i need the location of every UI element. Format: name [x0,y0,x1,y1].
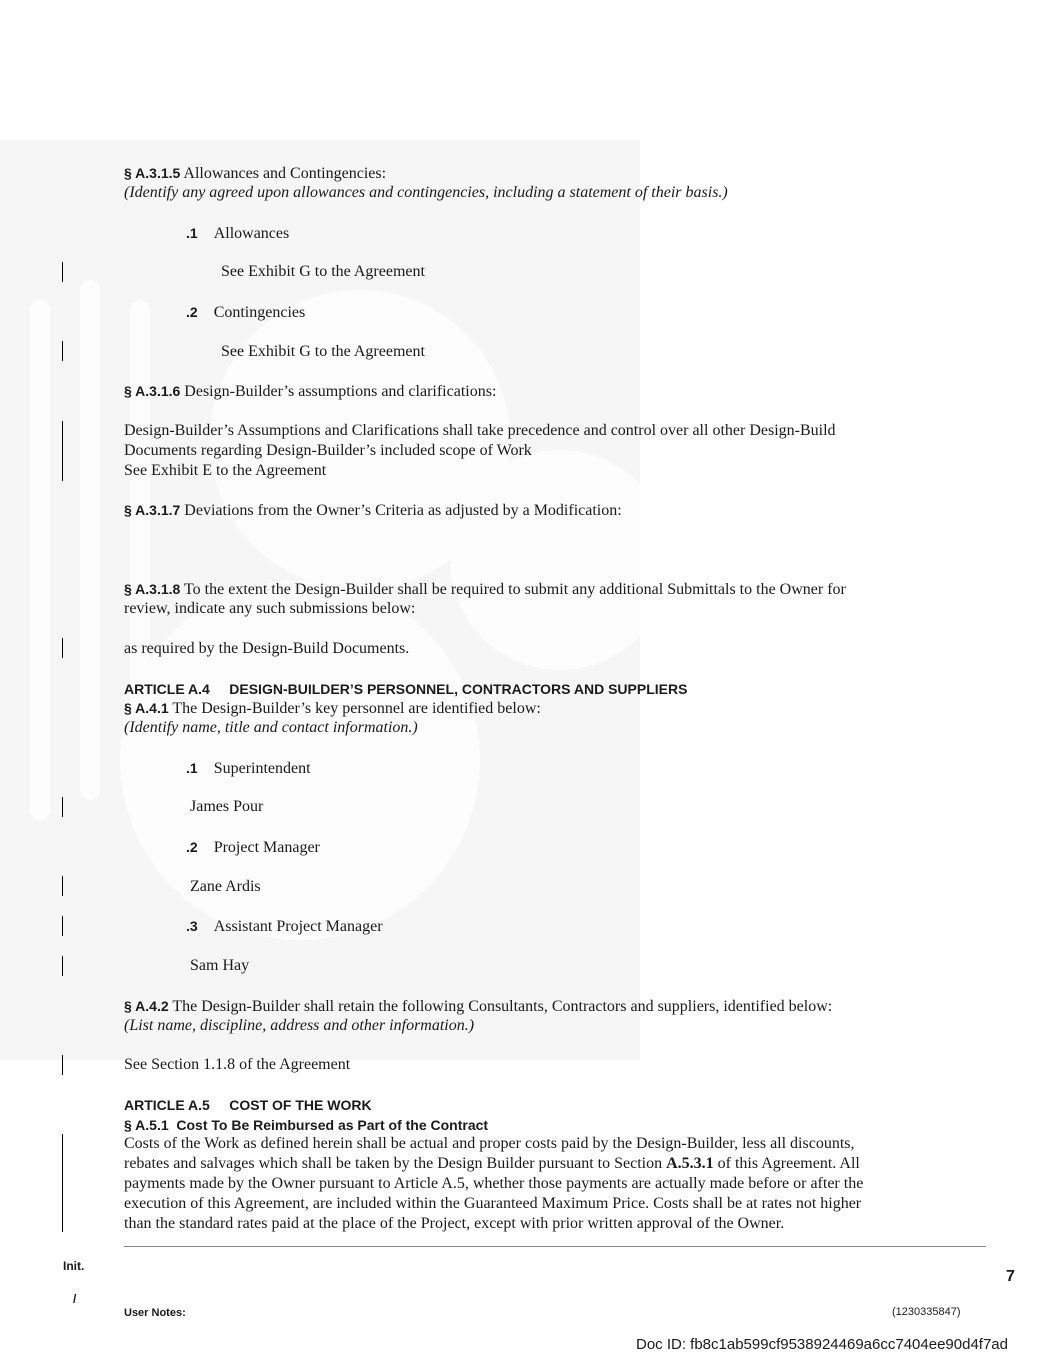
para-text: rebates and salvages which shall be taken by the Design Builder pursuant to Section [124,1155,667,1172]
change-bar [62,638,63,658]
item-number: .3 [186,918,198,934]
section-text: The Design-Builder shall retain the following Consultants, Contractors and suppliers, identified below: [168,998,833,1015]
item-number: .1 [186,225,198,241]
personnel-role: Superintendent [213,760,311,777]
personnel-name: Sam Hay [190,957,250,974]
section-number: § A.3.1.6 [124,383,181,399]
change-bar [62,956,63,976]
section-a51-para: execution of this Agreement, are included within the Guaranteed Maximum Price. Costs shall be at rates not higher [124,1195,862,1212]
item-number: .2 [186,304,198,320]
allowances-value: See Exhibit G to the Agreement [221,263,425,280]
section-a318-title [124,579,846,600]
section-a42-note: (List name, discipline, address and other information.) [124,1017,475,1034]
change-bar [62,797,63,817]
user-notes-label: User Notes: [124,1307,186,1319]
doc-id: Doc ID: fb8c1ab599cf9538924469a6cc7404ee90d4f7ad [636,1336,1008,1353]
section-a42-value: See Section 1.1.8 of the Agreement [124,1056,351,1073]
item-number: .1 [186,760,198,776]
contingencies-item [186,302,305,323]
change-bar [62,876,63,896]
personnel-item [186,758,311,779]
item-label: Contingencies [213,304,306,321]
section-a51-para: Costs of the Work as defined herein shall be actual and proper costs paid by the Design-Builder, less all discounts, [124,1135,855,1152]
section-text: The Design-Builder’s key personnel are identified below: [168,700,541,717]
section-number: § A.3.1.8 [124,581,181,597]
section-a41-note: (Identify name, title and contact information.) [124,719,418,736]
footer-divider [124,1246,986,1247]
item-label: Allowances [213,225,290,242]
section-a51-para [124,1154,860,1174]
change-bar [62,421,63,481]
section-a316-title [124,381,496,402]
section-a316-para: See Exhibit E to the Agreement [124,462,327,479]
article-a4-heading: ARTICLE A.4 DESIGN-BUILDER’S PERSONNEL, CONTRACTORS AND SUPPLIERS [124,681,688,697]
section-a318-title-cont: review, indicate any such submissions below: [124,600,416,617]
section-a51-heading: § A.5.1 Cost To Be Reimbursed as Part of the Contract [124,1117,489,1133]
personnel-name: James Pour [190,798,264,815]
personnel-role: Assistant Project Manager [213,918,383,935]
section-a318-value: as required by the Design-Build Documents. [124,640,410,657]
section-number: § A.3.1.5 [124,165,181,181]
initials-label: Init. [63,1259,85,1273]
contingencies-value: See Exhibit G to the Agreement [221,343,425,360]
section-number: § A.4.2 [124,998,169,1014]
article-a5-heading: ARTICLE A.5 COST OF THE WORK [124,1097,372,1113]
section-a316-para: Design-Builder’s Assumptions and Clarifications shall take precedence and control over all other Design-Build [124,422,836,439]
change-bar [62,1134,63,1232]
section-a316-para: Documents regarding Design-Builder’s included scope of Work [124,442,532,459]
page-number: 7 [1006,1268,1015,1285]
section-number: § A.3.1.7 [124,502,181,518]
personnel-item [186,837,320,858]
personnel-role: Project Manager [213,839,320,856]
personnel-item [186,916,383,937]
section-text: Allowances and Contingencies: [180,165,387,182]
section-a315-title [124,163,386,184]
section-a41-title [124,698,541,719]
section-text: To the extent the Design-Builder shall be required to submit any additional Submittals to the Owner for [180,581,846,598]
change-bar [62,262,63,282]
section-ref: A.5.3.1 [666,1155,714,1172]
change-bar [62,341,63,361]
section-text: Design-Builder’s assumptions and clarifications: [180,383,497,400]
initials-slash: / [73,1292,77,1306]
section-a51-para: than the standard rates paid at the place of the Project, except with prior written approval of the Owner. [124,1215,785,1232]
document-code: (1230335847) [892,1306,961,1318]
para-text: of this Agreement. All [713,1155,860,1172]
section-a315-note: (Identify any agreed upon allowances and contingencies, including a statement of their basis.) [124,184,728,201]
allowances-item [186,223,289,244]
change-bar [62,1055,63,1075]
section-text: Deviations from the Owner’s Criteria as adjusted by a Modification: [180,502,622,519]
section-a42-title [124,996,832,1017]
change-bar [62,916,63,936]
item-number: .2 [186,839,198,855]
section-a317-title [124,500,622,521]
section-a51-para: payments made by the Owner pursuant to Article A.5, whether those payments are actually made before or after the [124,1175,864,1192]
personnel-name: Zane Ardis [190,878,261,895]
section-number: § A.4.1 [124,700,169,716]
